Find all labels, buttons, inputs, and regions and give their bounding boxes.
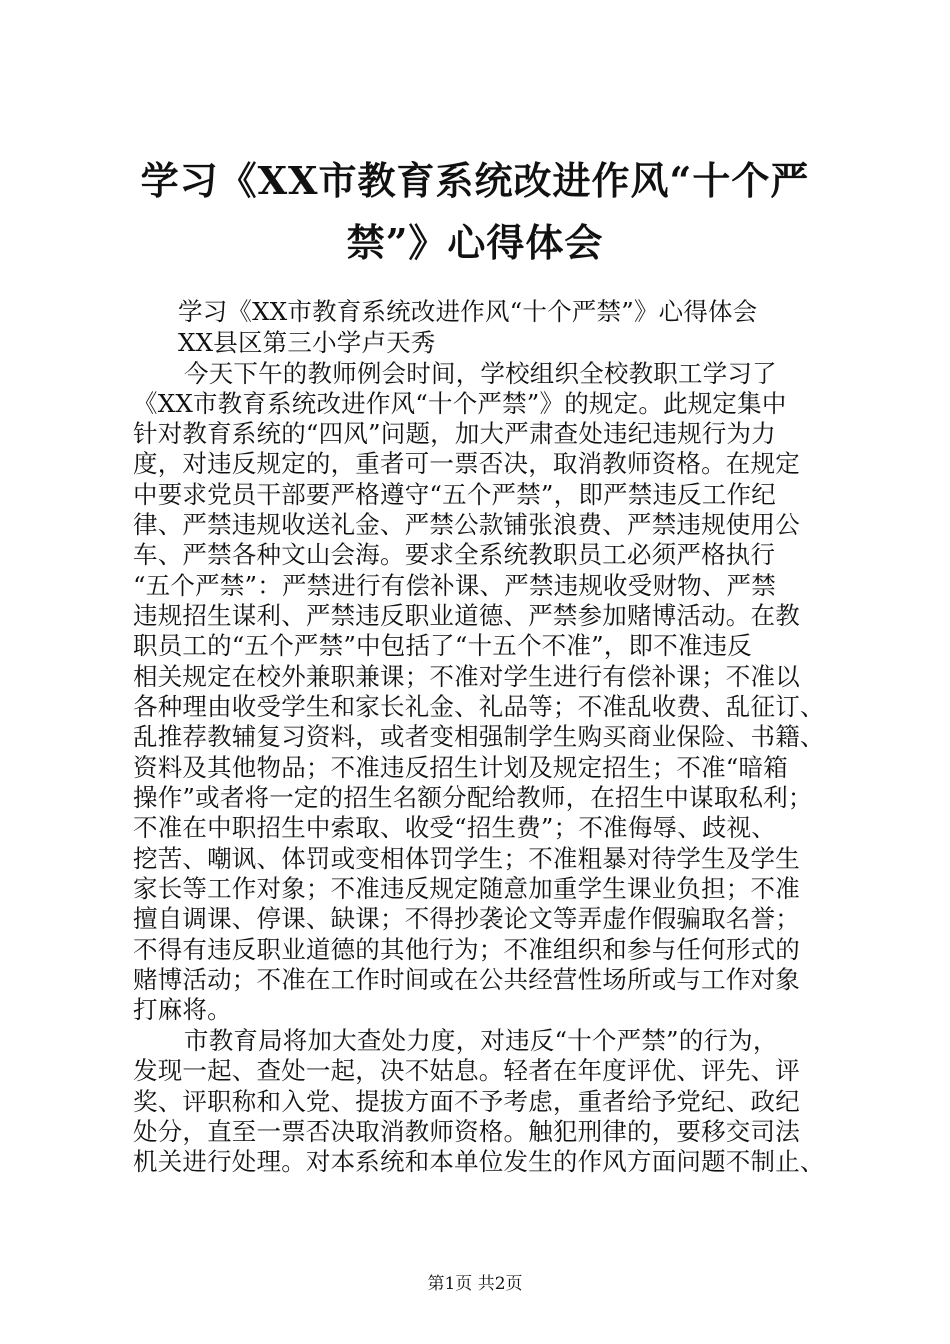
paragraph-line: 擅自调课、停课、缺课；不得抄袭论文等弄虚作假骗取名誉； bbox=[133, 904, 800, 933]
page-number-footer: 第1页 共2页 bbox=[427, 1274, 523, 1294]
paragraph-line: 律、严禁违规收送礼金、严禁公款铺张浪费、严禁违规使用公 bbox=[133, 510, 800, 539]
paragraph-line: 乱推荐教辅复习资料，或者变相强制学生购买商业保险、书籍、 bbox=[133, 722, 825, 751]
paragraph-line: 今天下午的教师例会时间，学校组织全校教职工学习了 bbox=[184, 359, 777, 388]
paragraph-line: 机关进行处理。对本系统和本单位发生的作风方面问题不制止、 bbox=[133, 1147, 825, 1176]
paragraph-line: 度，对违反规定的，重者可一票否决，取消教师资格。在规定 bbox=[133, 449, 800, 478]
paragraph-line: “五个严禁”：严禁进行有偿补课、严禁违规收受财物、严禁 bbox=[133, 571, 776, 600]
paragraph-line: 职员工的“五个严禁”中包括了“十五个不准”，即不准违反 bbox=[133, 631, 752, 660]
paragraph-line: 《XX市教育系统改进作风“十个严禁”》的规定。此规定集中 bbox=[133, 389, 787, 418]
paragraph-line: 各种理由收受学生和家长礼金、礼品等；不准乱收费、乱征订、 bbox=[133, 692, 825, 721]
paragraph-line: 相关规定在校外兼职兼课；不准对学生进行有偿补课；不准以 bbox=[133, 662, 800, 691]
paragraph-line: 操作”或者将一定的招生名额分配给教师，在招生中谋取私利； bbox=[133, 783, 813, 812]
paragraph-line: 处分，直至一票否决取消教师资格。触犯刑律的，要移交司法 bbox=[133, 1117, 800, 1146]
paragraph-line: 市教育局将加大查处力度，对违反“十个严禁”的行为， bbox=[184, 1026, 778, 1055]
paragraph-line: 资料及其他物品；不准违反招生计划及规定招生；不准“暗箱 bbox=[133, 753, 788, 782]
paragraph-line: 打麻将。 bbox=[133, 995, 232, 1024]
document-title-line-2: 禁”》心得体会 bbox=[346, 220, 604, 265]
paragraph-line: 不准在中职招生中索取、收受“招生费”；不准侮辱、歧视、 bbox=[133, 813, 776, 842]
paragraph-line: 赌博活动；不准在工作时间或在公共经营性场所或与工作对象 bbox=[133, 965, 800, 994]
paragraph-line: 发现一起、查处一起，决不姑息。轻者在年度评优、评先、评 bbox=[133, 1056, 800, 1085]
paragraph-line: 针对教育系统的“四风”问题，加大严肃查处违纪违规行为力 bbox=[133, 419, 776, 448]
subtitle-line: 学习《XX市教育系统改进作风“十个严禁”》心得体会 bbox=[178, 297, 758, 326]
author-line: XX县区第三小学卢天秀 bbox=[178, 328, 436, 357]
paragraph-line: 车、严禁各种文山会海。要求全系统教职员工必须严格执行 bbox=[133, 540, 776, 569]
paragraph-line: 违规招生谋利、严禁违反职业道德、严禁参加赌博活动。在教 bbox=[133, 601, 800, 630]
paragraph-line: 不得有违反职业道德的其他行为；不准组织和参与任何形式的 bbox=[133, 935, 800, 964]
document-title-line-1: 学习《XX市教育系统改进作风“十个严 bbox=[140, 158, 810, 203]
paragraph-line: 奖、评职称和入党、提拔方面不予考虑，重者给予党纪、政纪 bbox=[133, 1087, 800, 1116]
paragraph-line: 挖苦、嘲讽、体罚或变相体罚学生；不准粗暴对待学生及学生 bbox=[133, 844, 800, 873]
paragraph-line: 中要求党员干部要严格遵守“五个严禁”，即严禁违反工作纪 bbox=[133, 480, 776, 509]
paragraph-line: 家长等工作对象；不准违反规定随意加重学生课业负担；不准 bbox=[133, 874, 800, 903]
